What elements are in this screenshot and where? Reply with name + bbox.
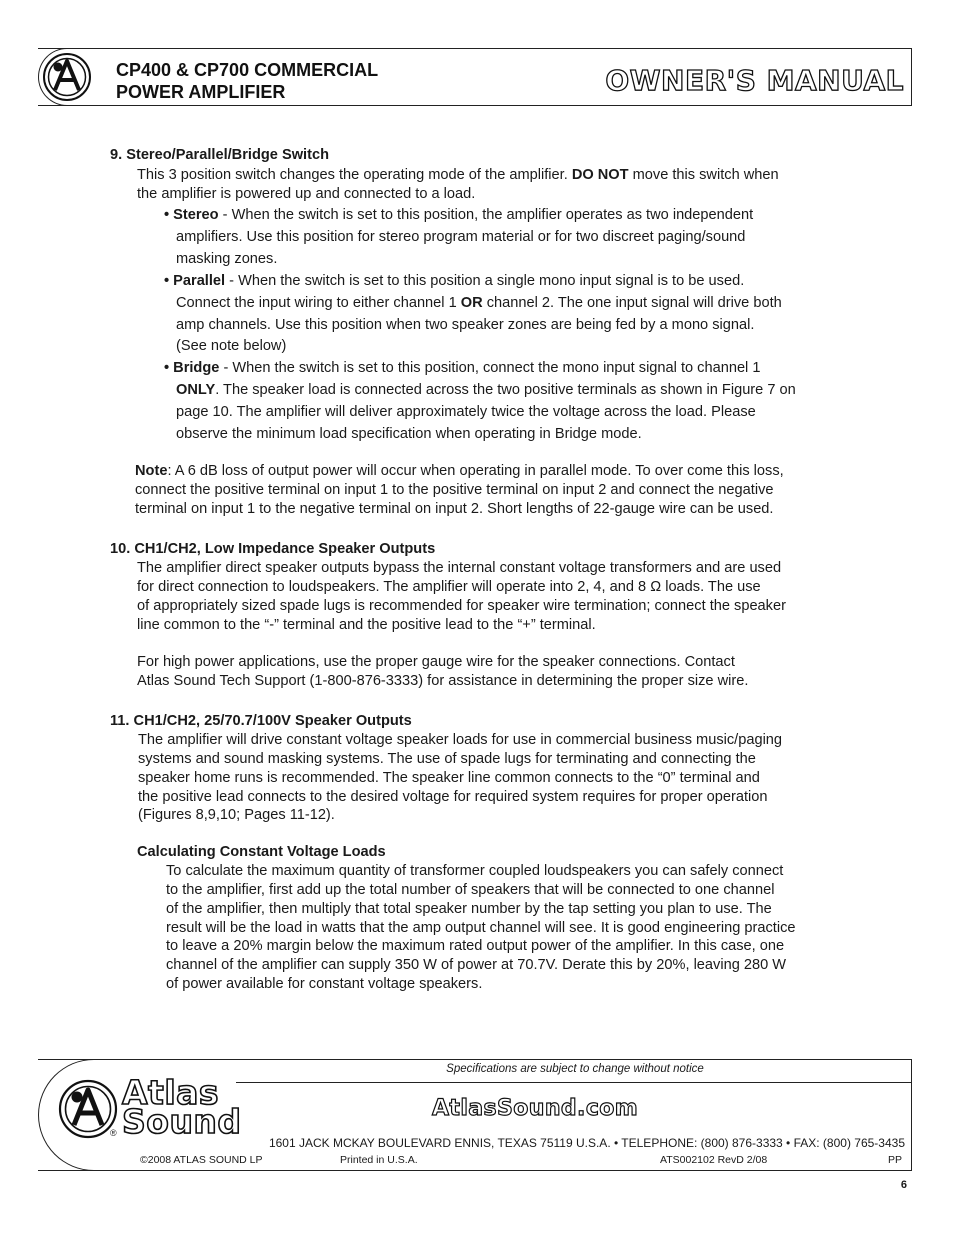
parallel-line4: (See note below) <box>176 338 287 354</box>
spec-notice: Specifications are subject to change without notice <box>446 1063 704 1075</box>
note-line1 <box>135 462 784 481</box>
text: - When the switch is set to this position, the amplifier operates as two independent <box>218 207 754 223</box>
section-10-line: for direct connection to loudspeakers. The amplifier will operate into 2, 4, and 8 Ω loads. The use <box>137 579 761 595</box>
text: : A 6 dB loss of output power will occur when operating in parallel mode. To over come this loss, <box>167 463 784 479</box>
atlas-sound-logo-icon <box>58 1079 118 1139</box>
section-10-line: of appropriately sized spade lugs is recommended for speaker wire termination; connect the speaker <box>137 598 786 614</box>
calc-line: To calculate the maximum quantity of transformer coupled loudspeakers you can safely connect <box>166 863 784 879</box>
calc-line: result will be the load in watts that the amp output channel will see. It is good engineering practice <box>166 920 796 936</box>
calc-line: of the amplifier, then multiply that total speaker number by the tap setting you plan to use. The <box>166 901 772 917</box>
section-10-line: For high power applications, use the proper gauge wire for the speaker connections. Contact <box>137 654 735 670</box>
brand-line1: Atlas <box>122 1073 220 1112</box>
text-bold: ONLY <box>176 382 216 398</box>
section-10-line: The amplifier direct speaker outputs bypass the internal constant voltage transformers and are used <box>137 560 782 576</box>
owners-manual-title: OWNER'S MANUAL <box>605 64 904 97</box>
text: Connect the input wiring to either channel 1 <box>176 295 461 311</box>
page-number: 6 <box>900 1179 907 1191</box>
section-11-line: (Figures 8,9,10; Pages 11-12). <box>138 807 335 823</box>
text: channel 2. The one input signal will drive both <box>482 295 782 311</box>
brand-line2: Sound <box>122 1102 242 1141</box>
copyright: ©2008 ATLAS SOUND LP <box>140 1154 263 1166</box>
parallel-label: • Parallel <box>164 273 226 289</box>
stereo-line3: masking zones. <box>176 251 278 267</box>
bridge-line1 <box>164 359 760 378</box>
header-title-line2: POWER AMPLIFIER <box>116 82 286 102</box>
text-bold: OR <box>460 295 483 311</box>
text: This 3 position switch changes the operating mode of the amplifier. <box>137 167 572 183</box>
section-9-intro-line1 <box>137 166 779 185</box>
section-11-line: systems and sound masking systems. The use of spade lugs for terminating and connecting the <box>138 751 756 767</box>
footer-divider <box>236 1082 912 1083</box>
section-11-line: the positive lead connects to the desired voltage for required system requires for proper operation <box>138 789 768 805</box>
atlas-sound-wordmark <box>122 1073 242 1141</box>
bridge-line4: observe the minimum load specification when operating in Bridge mode. <box>176 426 642 442</box>
parallel-line3: amp channels. Use this position when two speaker zones are being fed by a mono signal. <box>176 317 755 333</box>
text-bold: DO NOT <box>571 167 629 183</box>
text: - When the switch is set to this position, connect the mono input signal to channel 1 <box>219 360 761 376</box>
note-line2: connect the positive terminal on input 1 to the positive terminal on input 2 and connect the negative <box>135 482 774 498</box>
bridge-line3: page 10. The amplifier will deliver approximately twice the voltage across the load. Please <box>176 404 756 420</box>
calc-heading: Calculating Constant Voltage Loads <box>137 844 386 860</box>
section-10-line: Atlas Sound Tech Support (1-800-876-3333) for assistance in determining the proper size wire. <box>137 673 749 689</box>
section-11-heading: 11. CH1/CH2, 25/70.7/100V Speaker Outputs <box>110 713 412 729</box>
bridge-label: • Bridge <box>164 360 220 376</box>
parallel-line2 <box>176 294 782 313</box>
section-9-intro-line2: the amplifier is powered up and connected to a load. <box>137 186 476 202</box>
section-10-line: line common to the “-” terminal and the positive lead to the “+” terminal. <box>137 617 596 633</box>
note-label: Note <box>135 463 168 479</box>
doc-code: ATS002102 RevD 2/08 <box>660 1154 768 1166</box>
section-11-line: The amplifier will drive constant voltage speaker loads for use in commercial business music/paging <box>138 732 783 748</box>
website-link[interactable]: AtlasSound.com <box>432 1096 639 1121</box>
section-10-heading: 10. CH1/CH2, Low Impedance Speaker Outputs <box>110 541 436 557</box>
text: . The speaker load is connected across the two positive terminals as shown in Figure 7 on <box>215 382 796 398</box>
stereo-line1 <box>164 206 753 225</box>
parallel-line1 <box>164 272 744 291</box>
calc-line: channel of the amplifier can supply 350 W of power at 70.7V. Derate this by 20%, leaving 280 W <box>166 957 787 973</box>
text: move this switch when <box>628 167 779 183</box>
stereo-label: • Stereo <box>164 207 219 223</box>
section-11-line: speaker home runs is recommended. The speaker line common connects to the “0” terminal and <box>138 770 760 786</box>
calc-line: to leave a 20% margin below the maximum rated output power of the amplifier. In this case, one <box>166 938 785 954</box>
bridge-line2 <box>176 381 796 400</box>
initials: PP <box>887 1154 902 1166</box>
section-9-heading: 9. Stereo/Parallel/Bridge Switch <box>110 147 329 163</box>
printed-in: Printed in U.S.A. <box>340 1154 418 1166</box>
header-title-line1: CP400 & CP700 COMMERCIAL <box>116 60 379 80</box>
registered-mark: ® <box>110 1128 117 1138</box>
header-title <box>116 59 378 103</box>
stereo-line2: amplifiers. Use this position for stereo program material or for two discreet paging/sound <box>176 229 746 245</box>
calc-line: of power available for constant voltage speakers. <box>166 976 483 992</box>
note-line3: terminal on input 1 to the negative terminal on input 2. Short lengths of 22-gauge wire can be used. <box>135 501 774 517</box>
atlas-logo-icon <box>42 52 92 102</box>
text: - When the switch is set to this position a single mono input signal is to be used. <box>225 273 745 289</box>
company-address: 1601 JACK MCKAY BOULEVARD ENNIS, TEXAS 75119 U.S.A. • TELEPHONE: (800) 876-3333 • FAX: (800) 765-3435 <box>268 1136 905 1150</box>
calc-line: to the amplifier, first add up the total number of speakers that will be connected to one channel <box>166 882 775 898</box>
